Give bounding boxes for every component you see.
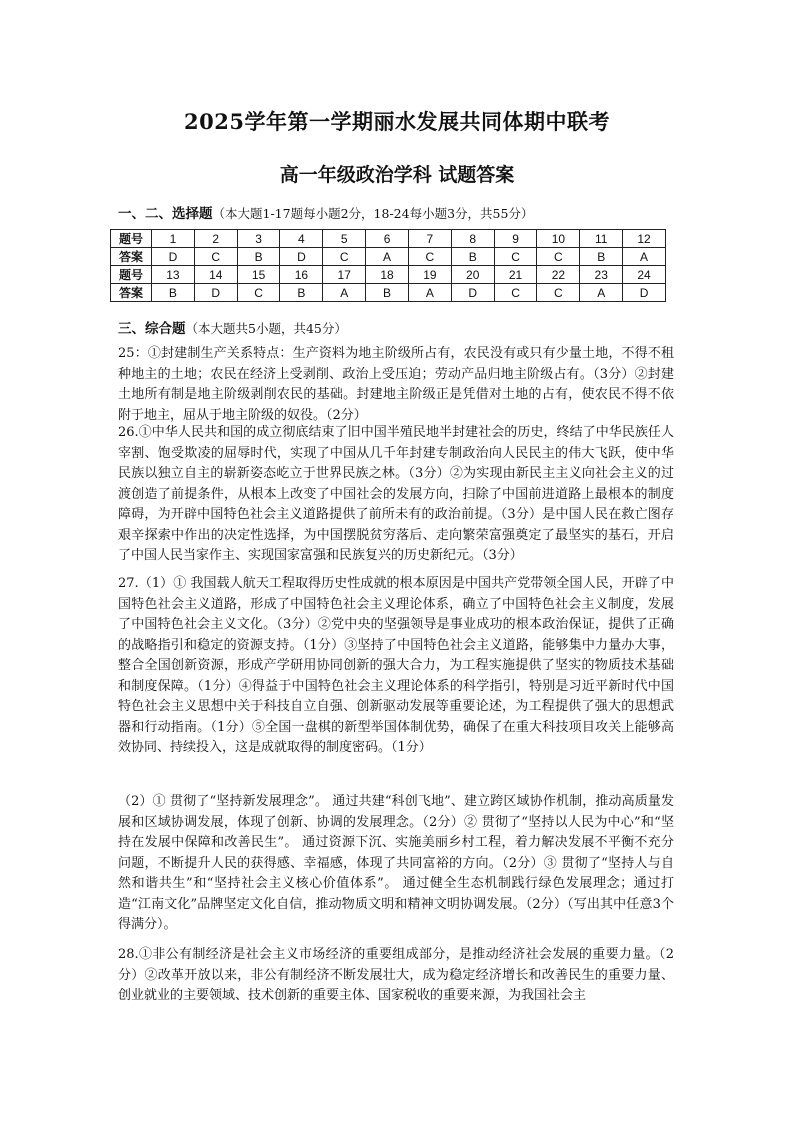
table-cell: 10	[537, 230, 580, 248]
table-cell: 14	[194, 266, 237, 284]
table-cell: 11	[580, 230, 623, 248]
answer-q28	[118, 945, 674, 1007]
answer-q27-2	[118, 792, 674, 936]
table-row	[111, 284, 666, 302]
table-cell: 22	[537, 266, 580, 284]
page-subtitle: 高一年级政治学科 试题答案	[279, 164, 515, 186]
row-header: 答案	[111, 248, 152, 266]
answer-text: 26.①中华人民共和国的成立彻底结束了旧中国半殖民地半封建社会的历史，终结了中华民族任人宰割、饱受欺凌的屈辱时代，实现了中国从几千年封建专制政治向人民民主的伟大飞跃，使中华民族以独立自主的崭新姿态屹立于世界民族之林。（3分）②为实现由新民主主义向社会主义的过渡创造了前提条件，从根本上改变了中国社会的发展方向，扫除了中国前进道路上最根本的制度障碍，为开辟中国特色社会主义道路提供了前所未有的政治前提。（3分）是中国人民在救亡图存艰辛探索中作出的决定性选择，为中国摆脱贫穷落后、走向繁荣富强奠定了最坚实的基石，开启了中国人民当家作主、实现国家富强和民族复兴的历史新纪元。（3分）	[118, 425, 674, 563]
table-cell: B	[280, 284, 323, 302]
table-cell: C	[494, 248, 537, 266]
answer-q27-1	[118, 574, 674, 759]
table-cell: 5	[323, 230, 366, 248]
table-cell: B	[237, 248, 280, 266]
table-cell: C	[237, 284, 280, 302]
table-cell: C	[494, 284, 537, 302]
section-note: （本大题1-17题每小题2分，18-24每小题3分，共55分）	[212, 206, 534, 221]
table-row	[111, 230, 666, 248]
table-cell: 15	[237, 266, 280, 284]
answer-q26	[118, 423, 674, 567]
table-cell: D	[623, 284, 666, 302]
table-cell: 12	[623, 230, 666, 248]
table-cell: C	[537, 248, 580, 266]
table-cell: 9	[494, 230, 537, 248]
row-header: 题号	[111, 266, 152, 284]
table-cell: B	[152, 284, 195, 302]
table-cell: 13	[152, 266, 195, 284]
table-cell: C	[537, 284, 580, 302]
section-heading-choice	[118, 202, 533, 222]
table-cell: 2	[194, 230, 237, 248]
table-cell: A	[323, 284, 366, 302]
table-cell: 16	[280, 266, 323, 284]
table-cell: C	[408, 248, 451, 266]
answer-q25	[118, 344, 674, 426]
table-cell: A	[408, 284, 451, 302]
table-cell: B	[580, 248, 623, 266]
answer-text: 28.①非公有制经济是社会主义市场经济的重要组成部分，是推动经济社会发展的重要力量。（2分）②改革开放以来，非公有制经济不断发展壮大，成为稳定经济增长和改善民生的重要力量、创业就业的主要领域、技术创新的重要主体、国家税收的重要来源，为我国社会主	[118, 947, 674, 1003]
table-cell: C	[323, 248, 366, 266]
table-cell: 4	[280, 230, 323, 248]
table-cell: 18	[366, 266, 409, 284]
table-cell: 17	[323, 266, 366, 284]
section-note: （本大题共5小题，共45分）	[185, 321, 347, 336]
table-cell: 20	[451, 266, 494, 284]
answer-text: 27.（1）① 我国载人航天工程取得历史性成就的根本原因是中国共产党带领全国人民，开辟了中国特色社会主义道路，形成了中国特色社会主义理论体系，确立了中国特色社会主义制度，发展了中国特色社会主义文化。（3分）②党中央的坚强领导是事业成功的根本政治保证，提供了正确的战略指引和稳定的资源支持。（1分）③坚持了中国特色社会主义道路，能够集中力量办大事，整合全国创新资源，形成产学研用协同创新的强大合力，为工程实施提供了坚实的物质技术基础和制度保障。（1分）④得益于中国特色社会主义理论体系的科学指引，特别是习近平新时代中国特色社会主义思想中关于科技自立自强、创新驱动发展等重要论述，为工程提供了强大的思想武器和行动指南。（1分）⑤全国一盘棋的新型举国体制优势，确保了在重大科技项目攻关上能够高效协同、持续投入，这是成就取得的制度密码。（1分）	[118, 576, 674, 755]
table-cell: 19	[408, 266, 451, 284]
table-cell: D	[280, 248, 323, 266]
answer-text: （2）① 贯彻了“坚持新发展理念”。 通过共建“科创飞地”、建立跨区域协作机制，推动高质量发展和区域协调发展，体现了创新、协调的发展理念。（2分）② 贯彻了“坚持以人民为中心”和“坚持在发展中保障和改善民生”。 通过资源下沉、实施美丽乡村工程，着力解决发展不平衡不充分问题，不断提升人民的获得感、幸福感，体现了共同富裕的方向。（2分）③ 贯彻了“坚持人与自然和谐共生”和“坚持社会主义核心价值体系”。 通过健全生态机制践行绿色发展理念；通过打造“江南文化”品牌坚定文化自信，推动物质文明和精神文明协调发展。（2分）（写出其中任意3个得满分）。	[118, 794, 674, 932]
table-cell: D	[152, 248, 195, 266]
table-row	[111, 266, 666, 284]
table-cell: B	[451, 248, 494, 266]
table-cell: 6	[366, 230, 409, 248]
table-cell: D	[194, 284, 237, 302]
section-heading-comprehensive	[118, 317, 347, 337]
table-cell: 23	[580, 266, 623, 284]
table-cell: 24	[623, 266, 666, 284]
table-cell: 1	[152, 230, 195, 248]
section-title: 一、二、选择题	[118, 206, 213, 222]
row-header: 题号	[111, 230, 152, 248]
table-cell: 21	[494, 266, 537, 284]
table-cell: 8	[451, 230, 494, 248]
page-title: 2025学年第一学期丽水发展共同体期中联考	[184, 109, 610, 134]
row-header: 答案	[111, 284, 152, 302]
table-cell: A	[366, 248, 409, 266]
table-row	[111, 248, 666, 266]
table-cell: D	[451, 284, 494, 302]
table-cell: A	[580, 284, 623, 302]
table-cell: B	[366, 284, 409, 302]
table-cell: C	[194, 248, 237, 266]
section-title: 三、综合题	[118, 321, 186, 337]
table-cell: A	[623, 248, 666, 266]
answer-table	[110, 229, 666, 302]
answer-text: 25：①封建制生产关系特点：生产资料为地主阶级所占有，农民没有或只有少量土地，不得不租种地主的土地；农民在经济上受剥削、政治上受压迫；劳动产品归地主阶级占有。（3分）②封建土地所有制是地主阶级剥削农民的基础。封建地主阶级正是凭借对土地的占有，使农民不得不依附于地主，屈从于地主阶级的奴役。（2分）	[118, 346, 674, 423]
table-cell: 3	[237, 230, 280, 248]
table-cell: 7	[408, 230, 451, 248]
